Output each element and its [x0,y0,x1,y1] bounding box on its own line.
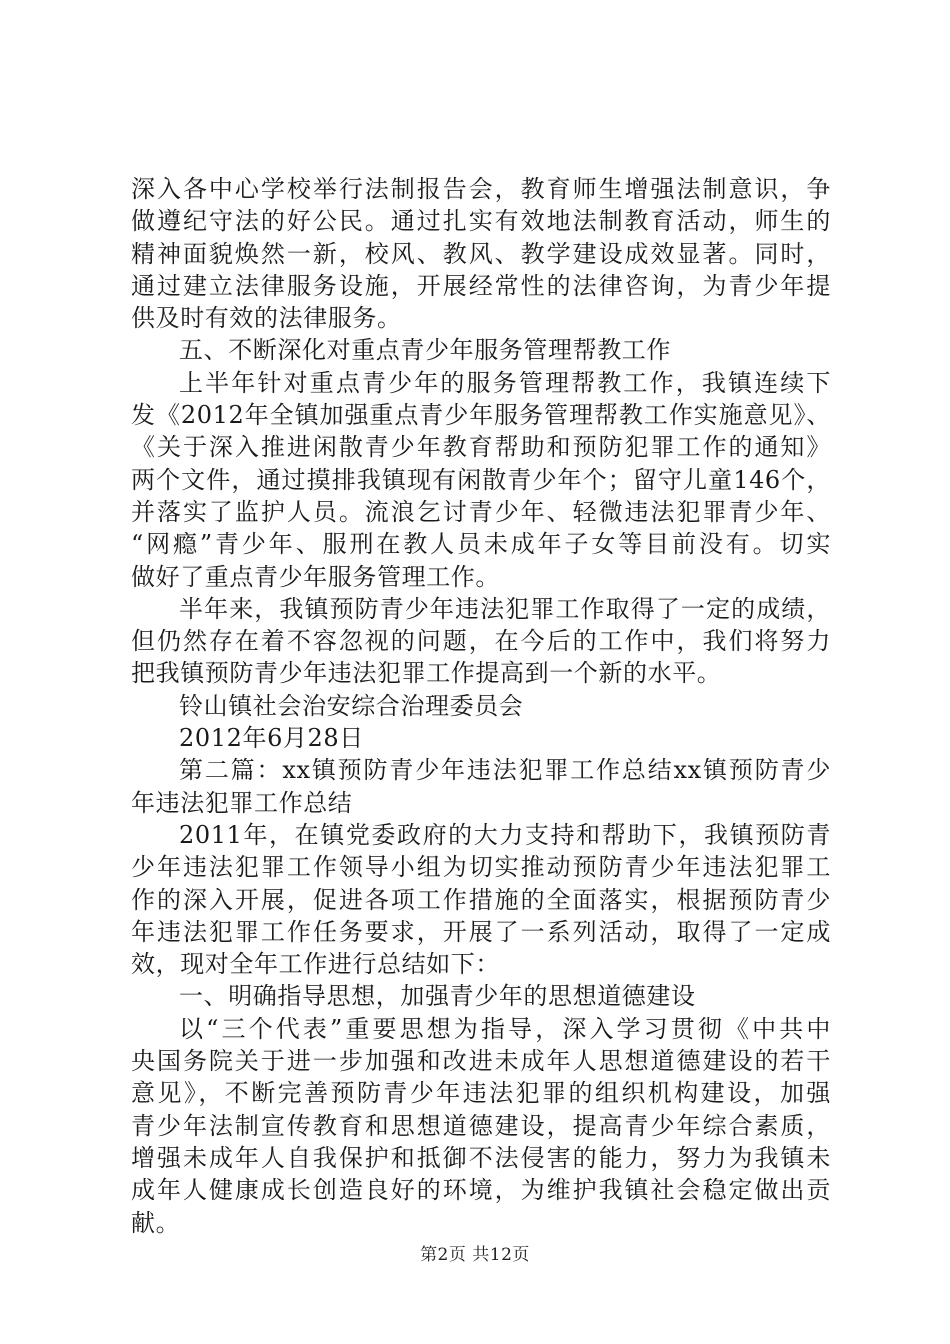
text-line: 年违法犯罪工作任务要求，开展了一系列活动，取得了一定成 [131,917,831,946]
text-line: 献。 [131,1208,181,1237]
text-line: 央国务院关于进一步加强和改进未成年人思想道德建设的若干 [131,1047,831,1076]
text-line: 并落实了监护人员。流浪乞讨青少年、轻微违法犯罪青少年、 [131,497,831,526]
text-line: 一、明确指导思想，加强青少年的思想道德建设 [179,982,696,1011]
text-line: 上半年针对重点青少年的服务管理帮教工作，我镇连续下 [179,368,831,397]
text-line: 供及时有效的法律服务。 [131,304,402,333]
text-line: 精神面貌焕然一新，校风、教风、教学建设成效显著。同时， [131,239,831,268]
text-line: 《关于深入推进闲散青少年教育帮助和预防犯罪工作的通知》 [131,433,831,462]
text-line: 成年人健康成长创造良好的环境，为维护我镇社会稳定做出贡 [131,1176,831,1205]
document-body [131,173,831,1239]
text-line: 作的深入开展，促进各项工作措施的全面落实，根据预防青少 [131,885,831,914]
text-line: 第二篇：xx镇预防青少年违法犯罪工作总结xx镇预防青少 [179,756,831,785]
text-line: 做遵纪守法的好公民。通过扎实有效地法制教育活动，师生的 [131,207,831,236]
text-line: 两个文件，通过摸排我镇现有闲散青少年个；留守儿童146个， [131,465,831,494]
text-line: 五、不断深化对重点青少年服务管理帮教工作 [179,336,671,365]
text-line: 以“三个代表”重要思想为指导，深入学习贯彻《中共中 [179,1014,831,1043]
text-line: 半年来，我镇预防青少年违法犯罪工作取得了一定的成绩， [179,594,831,623]
text-line: 2012年6月28日 [179,724,364,753]
text-line: 但仍然存在着不容忽视的问题，在今后的工作中，我们将努力 [131,627,831,656]
text-line: 增强未成年人自我保护和抵御不法侵害的能力，努力为我镇未 [131,1143,831,1172]
text-line: 2011年，在镇党委政府的大力支持和帮助下，我镇预防青 [179,820,831,849]
text-line: 青少年法制宣传教育和思想道德建设，提高青少年综合素质， [131,1111,831,1140]
text-line: 铃山镇社会治安综合治理委员会 [179,691,524,720]
text-line: 年违法犯罪工作总结 [131,788,353,817]
text-line: 发《2012年全镇加强重点青少年服务管理帮教工作实施意见》、 [131,401,831,430]
text-line: 少年违法犯罪工作领导小组为切实推动预防青少年违法犯罪工 [131,853,831,882]
text-line: 把我镇预防青少年违法犯罪工作提高到一个新的水平。 [131,659,722,688]
text-line: 深入各中心学校举行法制报告会，教育师生增强法制意识，争 [131,175,831,203]
text-line: 通过建立法律服务设施，开展经常性的法律咨询，为青少年提 [131,271,831,300]
text-line: 做好了重点青少年服务管理工作。 [131,562,500,591]
text-line: 效，现对全年工作进行总结如下： [131,950,500,979]
text-line: 意见》，不断完善预防青少年违法犯罪的组织机构建设，加强 [131,1079,831,1108]
text-line: “网瘾”青少年、服刑在教人员未成年子女等目前没有。切实 [131,530,831,559]
page-footer: 第2页 共12页 [420,1245,530,1265]
